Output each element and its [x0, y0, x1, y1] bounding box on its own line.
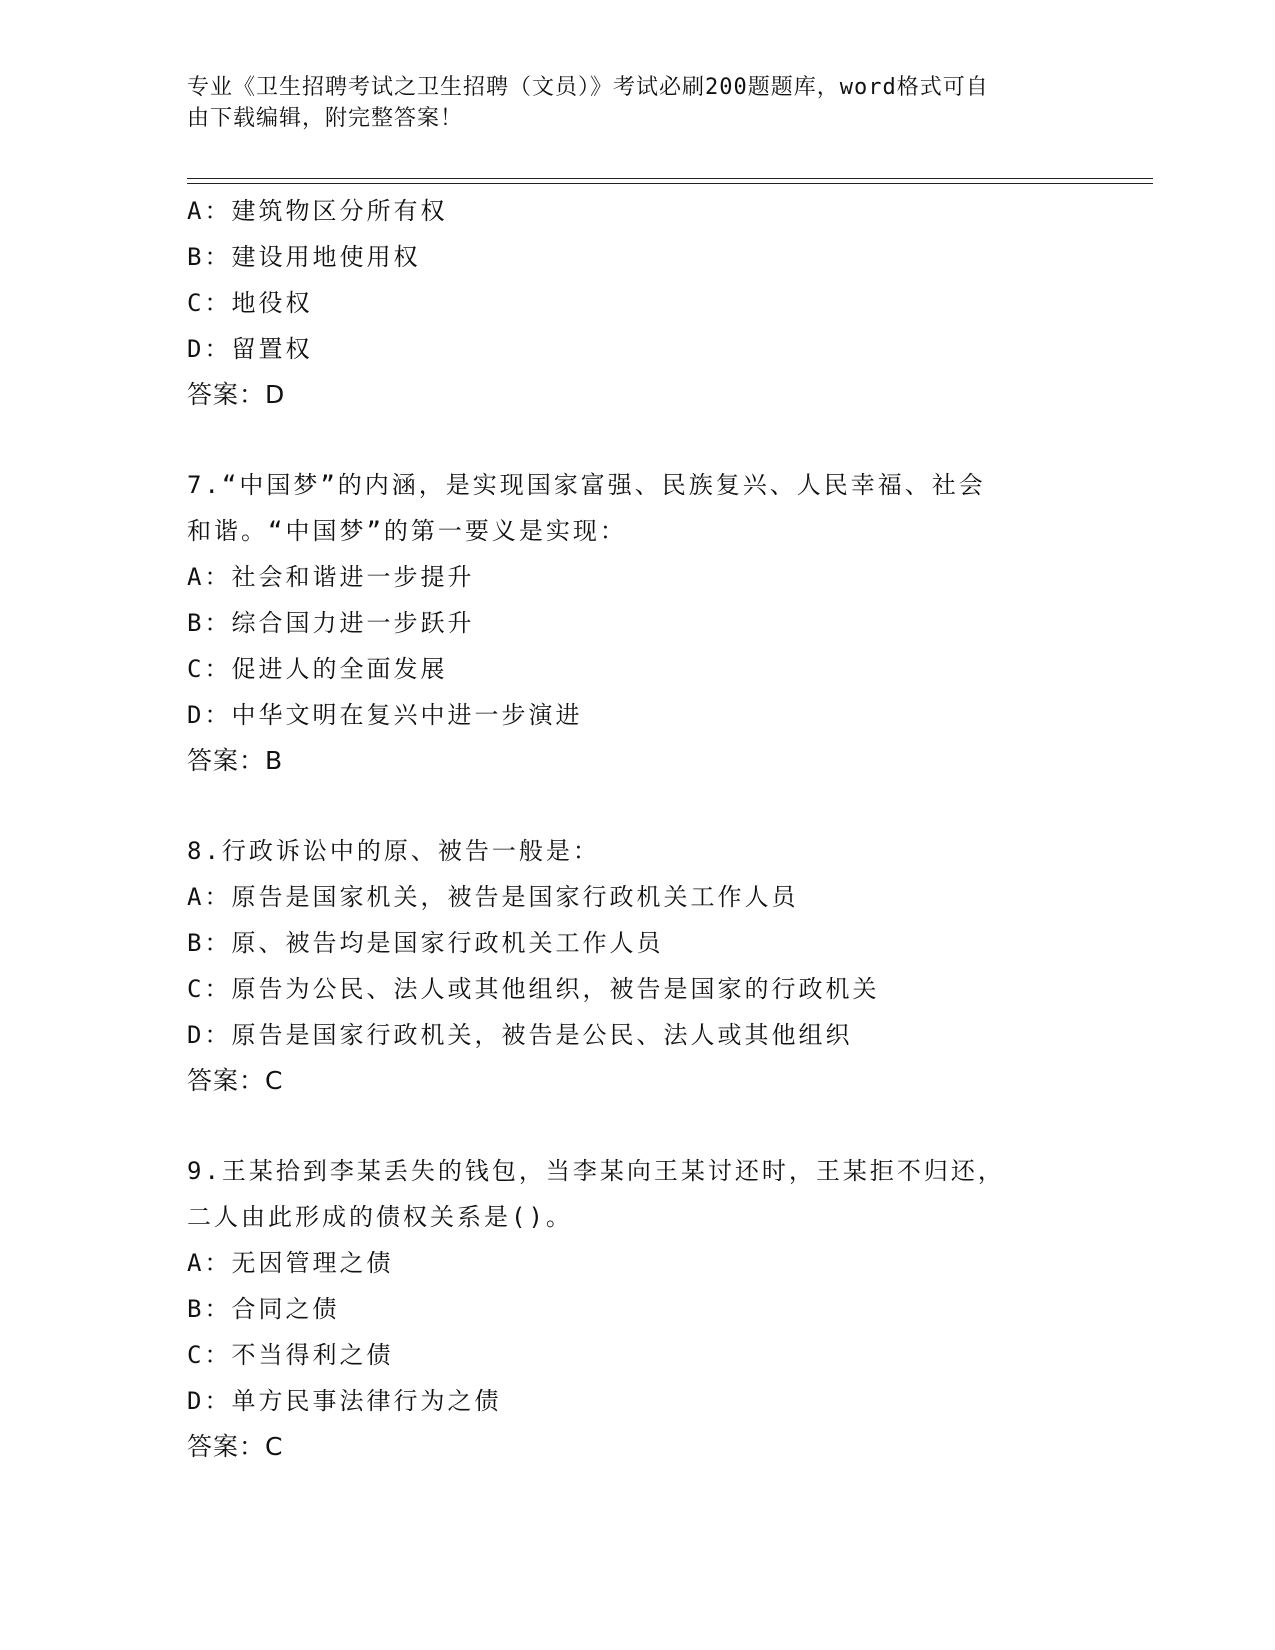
option-c: C：不当得利之债	[187, 1341, 394, 1369]
document-header	[187, 72, 1067, 134]
option-d: D：原告是国家行政机关，被告是公民、法人或其他组织	[187, 1021, 853, 1049]
option-a: A：无因管理之债	[187, 1249, 394, 1277]
header-divider-top	[187, 178, 1153, 179]
option-b: B：原、被告均是国家行政机关工作人员	[187, 929, 664, 957]
option-a: A：原告是国家机关，被告是国家行政机关工作人员	[187, 883, 799, 911]
answer-line: 答案：B	[187, 746, 284, 775]
option-c: C：地役权	[187, 289, 313, 317]
spacer	[187, 784, 1087, 828]
question-text-line-2: 二人由此形成的债权关系是()。	[187, 1203, 573, 1231]
header-divider-bottom	[187, 183, 1153, 184]
question-6-block	[187, 188, 1087, 418]
question-list	[187, 188, 1087, 1470]
option-c: C：促进人的全面发展	[187, 655, 448, 683]
answer-line: 答案：C	[187, 1066, 284, 1095]
question-8-block	[187, 828, 1087, 1104]
option-d: D：留置权	[187, 335, 313, 363]
option-b: B：综合国力进一步跃升	[187, 609, 475, 637]
spacer	[187, 418, 1087, 462]
answer-line: 答案：C	[187, 1432, 284, 1461]
option-d: D：中华文明在复兴中进一步演进	[187, 701, 583, 729]
option-b: B：建设用地使用权	[187, 243, 421, 271]
question-text-line-1: 7.“中国梦”的内涵，是实现国家富强、民族复兴、人民幸福、社会	[187, 471, 986, 499]
option-a: A：建筑物区分所有权	[187, 197, 448, 225]
question-text-line-2: 和谐。“中国梦”的第一要义是实现：	[187, 517, 627, 545]
option-d: D：单方民事法律行为之债	[187, 1387, 502, 1415]
answer-line: 答案：D	[187, 380, 286, 409]
option-c: C：原告为公民、法人或其他组织，被告是国家的行政机关	[187, 975, 880, 1003]
header-line-2: 由下载编辑，附完整答案！	[187, 106, 464, 131]
header-line-1: 专业《卫生招聘考试之卫生招聘（文员）》考试必刷200题题库，word格式可自	[187, 75, 989, 100]
question-text-line-1: 9.王某拾到李某丢失的钱包，当李某向王某讨还时，王某拒不归还，	[187, 1157, 1005, 1185]
question-7-block	[187, 462, 1087, 784]
question-text-line-1: 8.行政诉讼中的原、被告一般是：	[187, 837, 600, 865]
spacer	[187, 1104, 1087, 1148]
question-9-block	[187, 1148, 1087, 1470]
option-b: B：合同之债	[187, 1295, 340, 1323]
option-a: A：社会和谐进一步提升	[187, 563, 475, 591]
